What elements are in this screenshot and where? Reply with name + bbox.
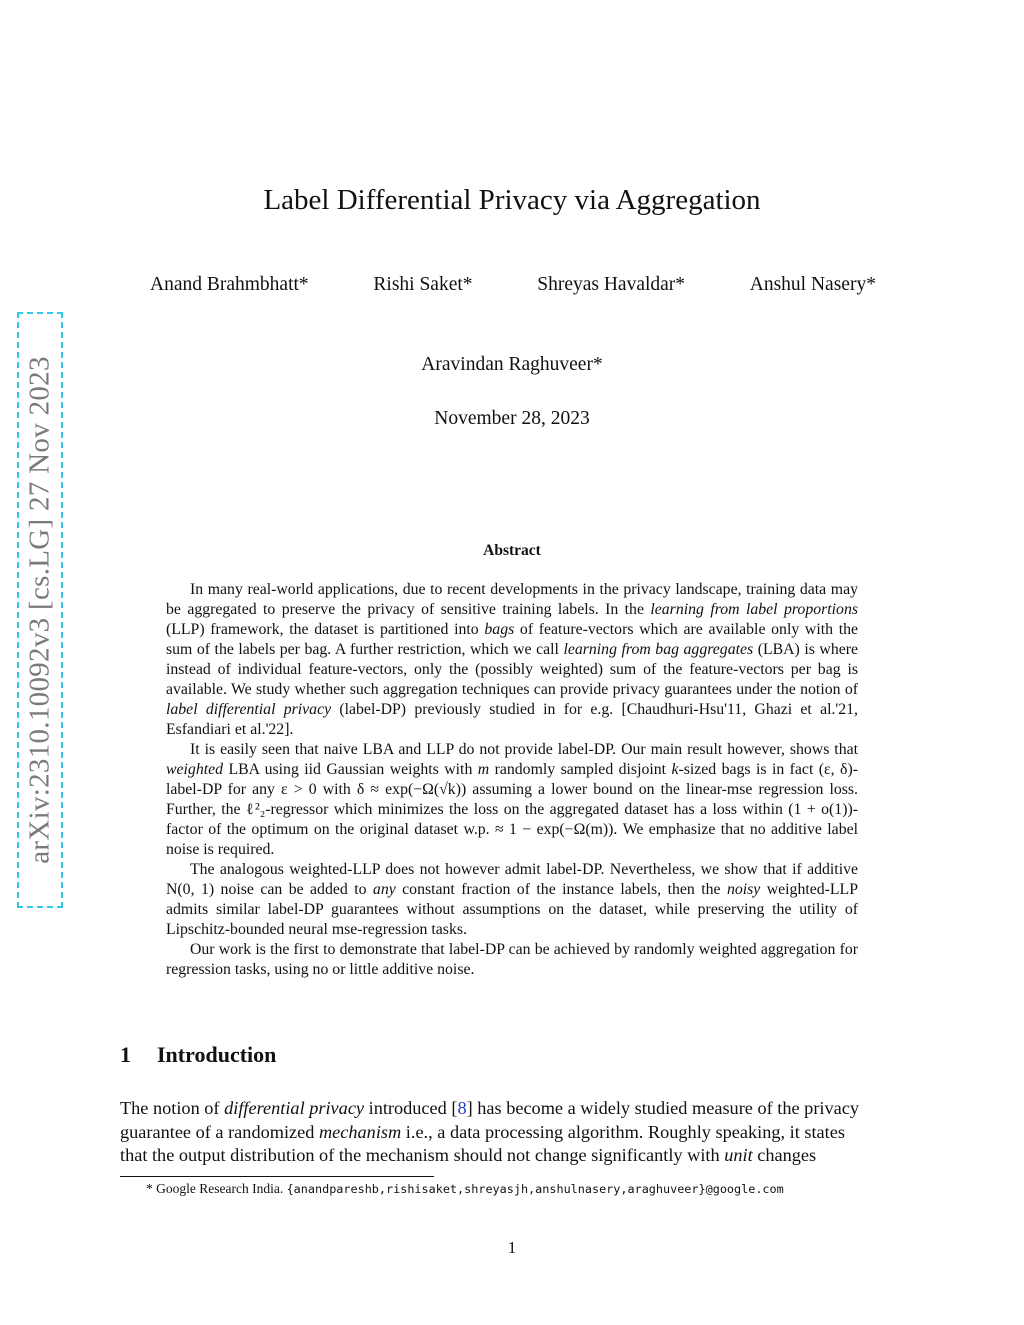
paper-date: November 28, 2023 — [434, 408, 590, 429]
paper-title: Label Differential Privacy via Aggregation — [263, 184, 761, 216]
abstract-paragraph: Our work is the first to demonstrate that label-DP can be achieved by randomly weighted aggregation for regression tasks, using no or little additive noise. — [166, 941, 858, 978]
section-heading — [120, 1042, 276, 1068]
page-number: 1 — [507, 1238, 517, 1257]
footnote-marker: * — [146, 1181, 153, 1196]
abstract-heading: Abstract — [483, 542, 541, 559]
footnote-text: Google Research India. — [156, 1181, 287, 1196]
abstract-paragraph: It is easily seen that naive LBA and LLP do not provide label-DP. Our main result however, shows that weighted LBA using iid Gaussian weights with m randomly sampled disjoint k-sized bags is in fact (ε, δ)-label-DP for any ε > 0 with δ ≈ exp(−Ω(√k)) assuming a lower bound on the linear-mse regression loss. Further, the ℓ²₂-regressor which minimizes the loss on the aggregated dataset has a loss within (1 + o(1))-factor of the optimum on the original dataset w.p. ≈ 1 − exp(−Ω(m)). We emphasize that no additive label noise is required. — [166, 741, 858, 858]
footnote-emails: {anandpareshb,rishisaket,shreyasjh,anshulnasery,araghuveer}@google.com — [286, 1182, 784, 1196]
footnote-rule — [120, 1176, 434, 1177]
citation-link[interactable]: 8 — [457, 1098, 467, 1118]
text-line: The notion of differential privacy introduced [8] has become a widely studied measure of the privacy — [120, 1098, 859, 1118]
abstract-body — [166, 580, 858, 980]
arxiv-stamp — [17, 312, 63, 908]
author: Aravindan Raghuveer* — [421, 354, 603, 375]
author: Anand Brahmbhatt* — [150, 274, 309, 295]
author: Rishi Saket* — [373, 274, 473, 295]
text-line: guarantee of a randomized mechanism i.e., a data processing algorithm. Roughly speaking, it states — [120, 1121, 845, 1142]
intro-paragraph — [120, 1097, 905, 1168]
footnote — [146, 1181, 784, 1197]
author: Anshul Nasery* — [749, 274, 876, 295]
text-line: that the output distribution of the mechanism should not change significantly with unit changes — [120, 1145, 817, 1165]
author: Shreyas Havaldar* — [537, 274, 686, 295]
section-number: 1 — [120, 1042, 131, 1067]
author-list — [150, 274, 876, 296]
arxiv-id: arXiv:2310.10092v3 [cs.LG] 27 Nov 2023 — [23, 356, 56, 864]
abstract-paragraph: The analogous weighted-LLP does not however admit label-DP. Nevertheless, we show that if additive N(0, 1) noise can be added to any constant fraction of the instance labels, then the noisy weighted-LLP admits similar label-DP guarantees without assumptions on the dataset, while preserving the utility of Lipschitz-bounded neural mse-regression tasks. — [166, 861, 858, 938]
section-title: Introduction — [157, 1042, 277, 1067]
abstract-paragraph: In many real-world applications, due to recent developments in the privacy landscape, training data may be aggregated to preserve the privacy of sensitive training labels. In the learning from label proportions (LLP) framework, the dataset is partitioned into bags of feature-vectors which are available only with the sum of the labels per bag. A further restriction, which we call learning from bag aggregates (LBA) is where instead of individual feature-vectors, only the (possibly weighted) sum of the feature-vectors per bag is available. We study whether such aggregation techniques can provide privacy guarantees under the notion of label differential privacy (label-DP) previously studied in for e.g. [Chaudhuri-Hsu'11, Ghazi et al.'21, Esfandiari et al.'22]. — [166, 581, 859, 738]
